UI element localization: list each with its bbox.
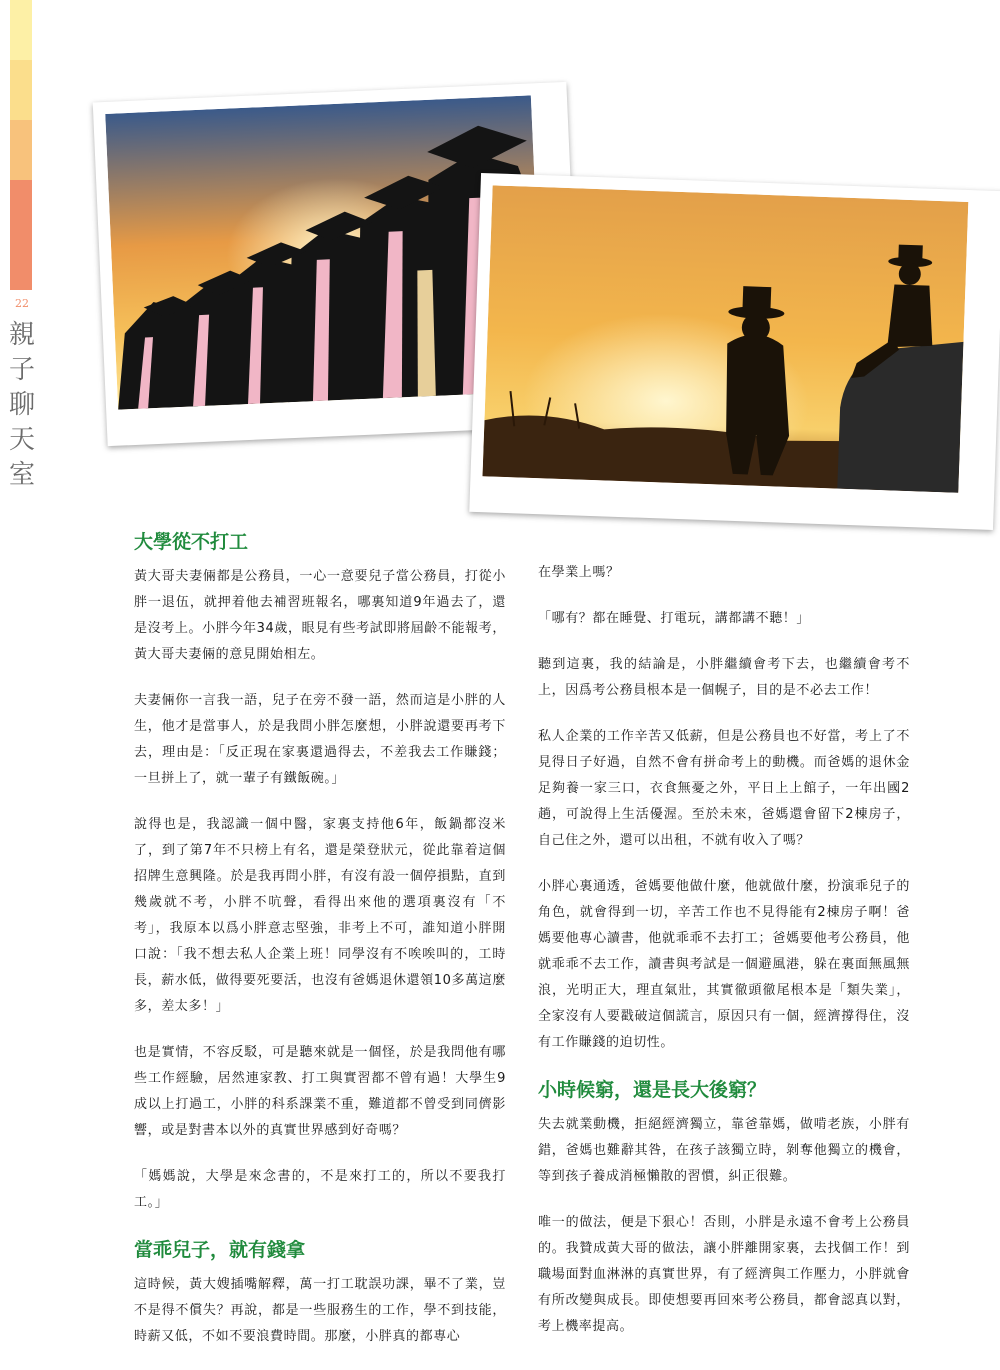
color-stripe-4	[10, 180, 32, 290]
paragraph: 這時候，黃大嫂插嘴解釋，萬一打工耽誤功課，畢不了業，豈不是得不償失？再說，都是一些服務生的工作，學不到技能，時薪又低，不如不要浪費時間。那麼，小胖真的都專心	[134, 1277, 506, 1344]
paragraph: 「媽媽說，大學是來念書的，不是來打工的，所以不要我打工。」	[134, 1169, 506, 1210]
paragraph: 私人企業的工作辛苦又低薪，但是公務員也不好當，考上了不見得日子好過，自然不會有拼命考上的動機。而爸媽的退休金足夠養一家三口，衣食無憂之外，平日上上館子，一年出國2趟，可說得上生活優渥。至於未來，爸媽還會留下2棟房子，自己住之外，還可以出租，不就有收入了嗎？	[538, 729, 910, 848]
color-stripe-3	[10, 120, 32, 180]
paragraph: 在學業上嗎？	[538, 565, 620, 580]
paragraph: 也是實情，不容反駁，可是聽來就是一個怪，於是我問他有哪些工作經驗，居然連家教、打工與實習都不曾有過！大學生9成以上打過工，小胖的科系課業不重，難道都不曾受到同儕影響，或是對書本以外的真實世界感到好奇嗎？	[134, 1045, 506, 1138]
color-stripe-1	[10, 0, 32, 60]
heading-college-no-work: 大學從不打工	[134, 531, 249, 553]
paragraph: 「哪有？都在睡覺、打電玩，講都講不聽！」	[538, 611, 811, 626]
paragraph: 小胖心裏通透，爸媽要他做什麼，他就做什麼，扮演乖兒子的角色，就會得到一切，辛苦工作也不見得能有2棟房子啊！爸媽要他專心讀書，他就乖乖不去打工；爸媽要他考公務員，他就乖乖不去工作，讀書與考試是一個避風港，躲在裏面無風無浪，光明正大，理直氣壯，其實徹頭徹尾根本是「類失業」，全家沒有人要戳破這個謊言，原因只有一個，經濟撐得住，沒有工作賺錢的迫切性。	[538, 879, 910, 1050]
heading-poor-when: 小時候窮，還是長大後窮？	[538, 1079, 767, 1101]
article-left-column	[134, 528, 506, 1370]
paragraph: 說得也是，我認識一個中醫，家裏支持他6年，飯鍋都沒米了，到了第7年不只榜上有名，還是榮登狀元，從此靠着這個招牌生意興隆。於是我再問小胖，有沒有設一個停損點，直到幾歲就不考，小胖不吭聲，看得出來他的選項裏沒有「不考」，我原本以爲小胖意志堅強，非考上不可，誰知道小胖開口說：「我不想去私人企業上班！同學沒有不唉唉叫的，工時長，薪水低，做得要死要活，也沒有爸媽退休還領10多萬這麼多，差太多！」	[134, 817, 506, 1014]
color-stripe-2	[10, 60, 32, 120]
page-number: 22	[15, 297, 29, 310]
silhouette-photo	[469, 173, 1000, 530]
section-title: 親子聊天室	[8, 320, 35, 490]
article-right-column	[538, 560, 910, 1360]
paragraph: 聽到這裏，我的結論是，小胖繼續會考下去，也繼續會考不上，因爲考公務員根本是一個幌子，目的是不必去工作！	[538, 657, 910, 698]
paragraph: 失去就業動機，拒絕經濟獨立，靠爸靠媽，做啃老族，小胖有錯，爸媽也難辭其咎，在孩子該獨立時，剝奪他獨立的機會，等到孩子養成消極懶散的習慣，糾正很難。	[538, 1117, 910, 1184]
paragraph: 夫妻倆你一言我一語，兒子在旁不發一語，然而這是小胖的人生，他才是當事人，於是我問小胖怎麼想，小胖說還要再考下去，理由是：「反正現在家裏還過得去，不差我去工作賺錢；一旦拼上了，就一輩子有鐵飯碗。」	[134, 693, 506, 786]
silhouette-image	[482, 185, 968, 492]
paragraph: 唯一的做法，便是下狠心！否則，小胖是永遠不會考上公務員的。我贊成黃大哥的做法，讓小胖離開家裏，去找個工作！到職場面對血淋淋的真實世界，有了經濟與工作壓力，小胖就會有所改變與成長。即使想要再回來考公務員，都會認真以對，考上機率提高。	[538, 1215, 910, 1334]
paragraph: 黃大哥夫妻倆都是公務員，一心一意要兒子當公務員，打從小胖一退伍，就押着他去補習班報名，哪裏知道9年過去了，還是沒考上。小胖今年34歲，眼見有些考試即將屆齡不能報考，黃大哥夫妻倆的意見開始相左。	[134, 569, 506, 662]
heading-good-son: 當乖兒子，就有錢拿	[134, 1239, 306, 1261]
